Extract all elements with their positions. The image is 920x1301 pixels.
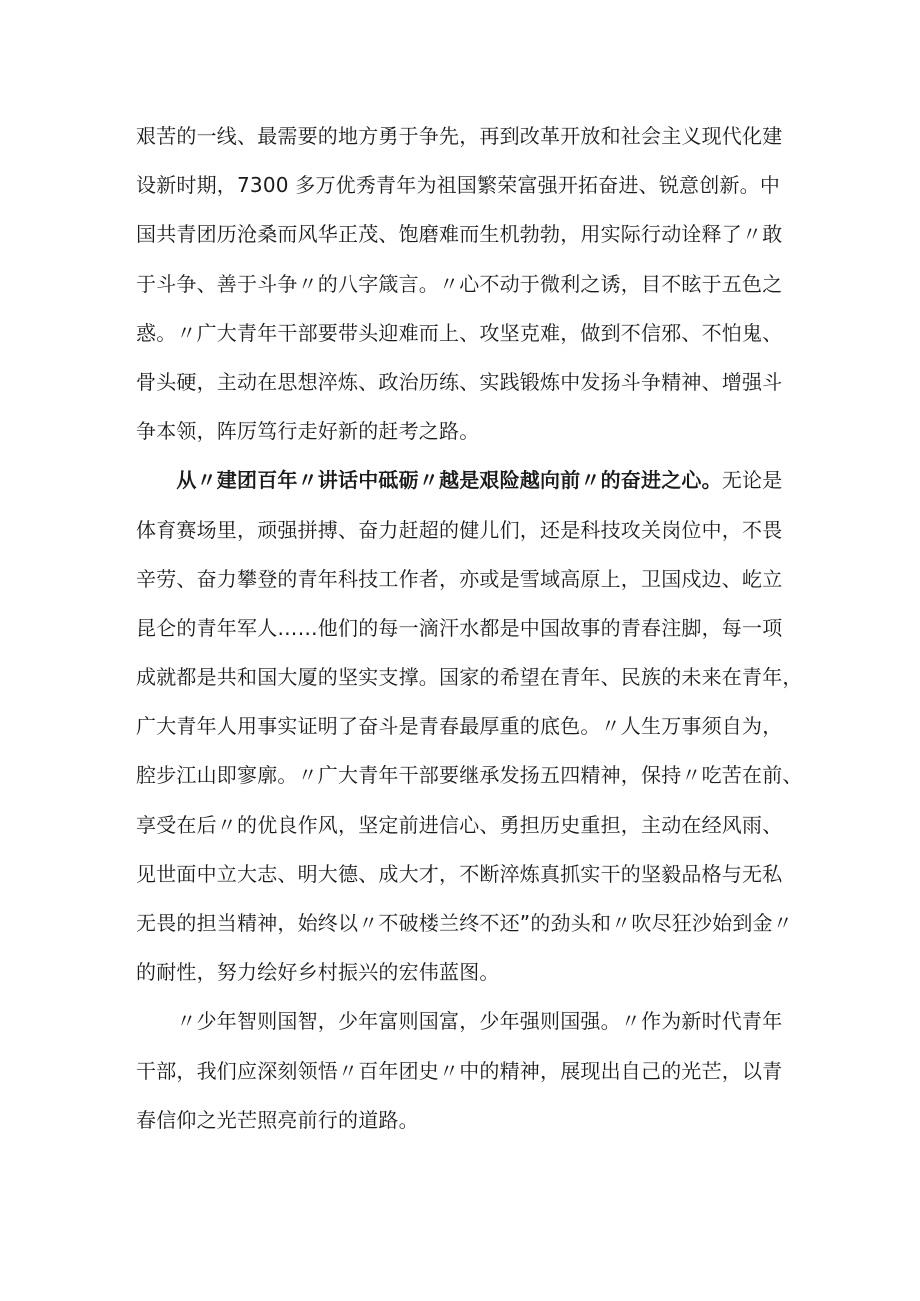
body-text: 于斗争、善于斗争〃的八字箴言。〃心不动于微利之诱，目不眩于五色之 bbox=[136, 271, 783, 296]
body-text: 腔步江山即寥廓。〃广大青年干部要继承发扬五四精神，保持〃吃苦在前、 bbox=[136, 763, 803, 788]
body-text: 昆仑的青年军人……他们的每一滴汗水都是中国故事的青春注脚，每一项 bbox=[136, 615, 783, 640]
body-text: 争本领，阵厉笃行走好新的赶考之路。 bbox=[136, 419, 480, 444]
body-text: 无论是 bbox=[721, 468, 783, 493]
text-line bbox=[136, 751, 803, 800]
body-text: 广大青年人用事实证明了奋斗是青春最厚重的底色。〃人生万事须自为， bbox=[136, 714, 783, 739]
paragraph-1 bbox=[136, 112, 796, 456]
text-line bbox=[136, 112, 796, 161]
text-line bbox=[136, 801, 796, 850]
body-text: 骨头硬，主动在思想淬炼、政治历练、实践锻炼中发扬斗争精神、增强斗 bbox=[136, 369, 783, 394]
body-text: 的耐性，努力绘好乡村振兴的宏伟蓝图。 bbox=[136, 960, 500, 985]
document-body bbox=[136, 112, 803, 1145]
body-text: 国共青团历沧桑而风华正茂、饱磨难而生机勃勃，用实际行动诠释了〃敢 bbox=[136, 222, 783, 247]
text-line bbox=[136, 948, 796, 997]
text-line bbox=[136, 161, 796, 210]
paragraph-2 bbox=[136, 456, 803, 997]
text-line bbox=[136, 997, 796, 1046]
text-line bbox=[136, 702, 796, 751]
body-text: 见世面中立大志、明大德、成大才，不断淬炼真抓实干的坚毅品格与无私 bbox=[136, 861, 783, 886]
text-line bbox=[136, 210, 796, 259]
body-text: 干部，我们应深刻领悟〃百年团史〃中的精神，展现出自己的光芒，以青 bbox=[136, 1058, 783, 1083]
text-line bbox=[136, 850, 796, 899]
text-line bbox=[136, 1096, 796, 1145]
body-text: 艰苦的一线、最需要的地方勇于争先，再到改革开放和社会主义现代化建 bbox=[136, 124, 783, 148]
text-line bbox=[136, 407, 796, 456]
body-text: 设新时期，7300 多万优秀青年为祖国繁荣富强开拓奋进、锐意创新。中 bbox=[136, 173, 781, 198]
text-line bbox=[136, 309, 796, 358]
body-text: 春信仰之光芒照亮前行的道路。 bbox=[136, 1107, 419, 1132]
text-line bbox=[136, 1047, 796, 1096]
text-line bbox=[136, 604, 796, 653]
bold-heading-text: 从〃建团百年〃讲话中砥砺〃越是艰险越向前〃的奋进之心。 bbox=[136, 468, 722, 493]
body-text: 惑。〃广大青年干部要带头迎难而上、攻坚克难，做到不信邪、不怕鬼、 bbox=[136, 320, 783, 345]
text-line bbox=[136, 456, 796, 505]
body-text: 成就都是共和国大厦的坚实支撑。国家的希望在青年、民族的未来在青年， bbox=[136, 665, 803, 690]
text-line bbox=[136, 506, 796, 555]
text-line bbox=[136, 358, 796, 407]
body-text: 体育赛场里，顽强拼搏、奋力赶超的健儿们，还是科技攻关岗位中，不畏 bbox=[136, 517, 783, 542]
text-line bbox=[136, 653, 803, 702]
text-line bbox=[136, 899, 796, 948]
text-line bbox=[136, 555, 796, 604]
body-text: 无畏的担当精神，始终以〃不破楼兰终不还”的劲头和〃吹尽狂沙始到金〃 bbox=[136, 911, 793, 935]
body-text: 辛劳、奋力攀登的青年科技工作者，亦或是雪域高原上，卫国戍边、屹立 bbox=[136, 566, 783, 591]
body-text: 〃少年智则国智，少年富则国富，少年强则国强。〃作为新时代青年 bbox=[136, 1009, 783, 1034]
body-text: 享受在后〃的优良作风，坚定前进信心、勇担历史重担，主动在经风雨、 bbox=[136, 812, 783, 837]
paragraph-3 bbox=[136, 997, 796, 1145]
text-line bbox=[136, 260, 796, 309]
